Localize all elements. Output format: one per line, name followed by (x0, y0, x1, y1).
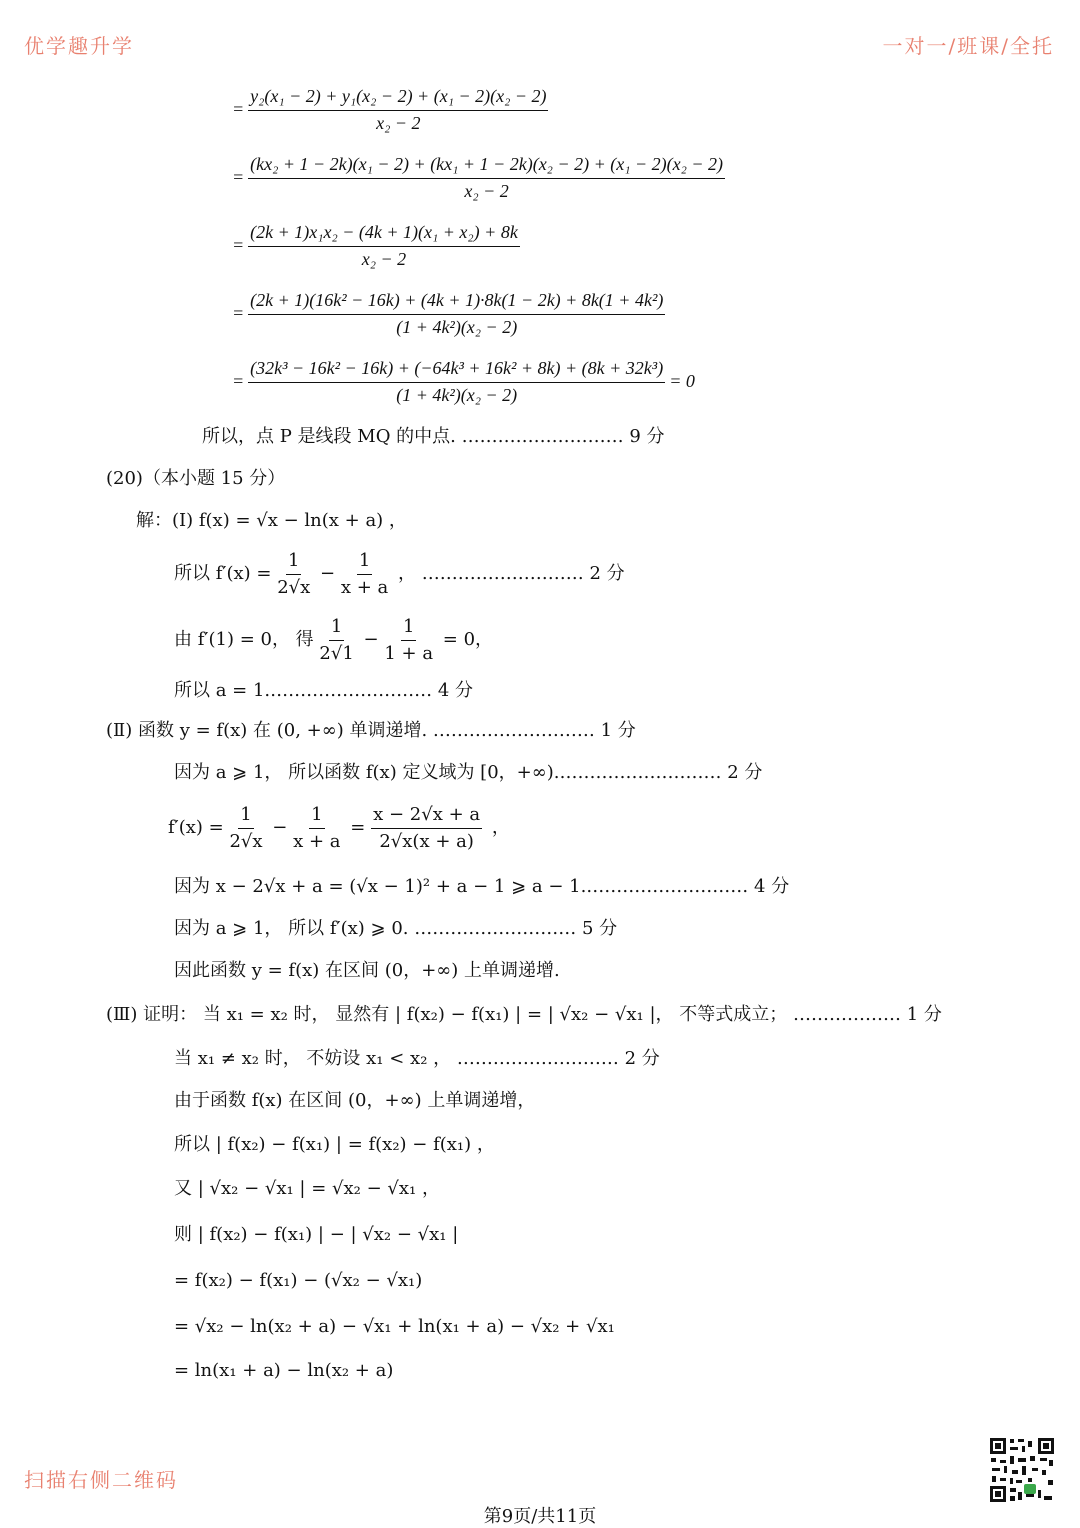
part-2-domain: 因为 a ⩾ 1， 所以函数 f(x) 定义域为 [0，+∞).……………………… 2 分 (174, 762, 763, 783)
part-2-statement: (Ⅱ) 函数 y = f(x) 在 (0, +∞) 单调递增. ……………………… 1 分 (106, 720, 636, 741)
fraction-numerator: (kx₂ + 1 − 2k)(x₁ − 2) + (kx₁ + 1 − 2k)(x₂ − 2) + (x₁ − 2)(x₂ − 2) (248, 154, 725, 179)
fraction-denominator: (1 + 4k²)(x₂ − 2) (396, 316, 518, 337)
fraction-denominator: x₂ − 2 (376, 112, 421, 133)
qr-code-icon[interactable] (988, 1436, 1056, 1504)
part-3-step-1: = f(x₂) − f(x₁) − (√x₂ − √x₁) (174, 1270, 423, 1291)
fraction-denominator: (1 + 4k²)(x₂ − 2) (396, 384, 518, 405)
part-3-abs-root: 又 | √x₂ − √x₁ | = √x₂ − √x₁ ， (174, 1178, 440, 1199)
part-1-function: 解：(Ⅰ) f(x) = √x − ln(x + a) ， (136, 510, 407, 531)
derivation-step-4: = $\frac{\text{(2k + 1)(16k² − 16k) + (4k + 1)·8k(1 − 2k) + 8k(1 + 4k²)}}{\text{(1 + 4k²)(x₂ − 2)}}$ (232, 290, 664, 337)
part-1-result: 所以 a = 1.……………………… 4 分 (174, 680, 474, 701)
part-3-step-2: = √x₂ − ln(x₂ + a) − √x₁ + ln(x₁ + a) − √x₂ + √x₁ (174, 1316, 615, 1337)
part-3-equal-case: (Ⅲ) 证明： 当 x₁ = x₂ 时， 显然有 | f(x₂) − f(x₁) | = | √x₂ − √x₁ |， 不等式成立； ……………… 1 分 (106, 1004, 942, 1025)
part-3-unequal-case: 当 x₁ ≠ x₂ 时， 不妨设 x₁ < x₂ ， ……………………… 2 分 (174, 1048, 660, 1069)
conclusion-midpoint: 所以，点 P 是线段 MQ 的中点. ……………………… 9 分 (202, 426, 665, 447)
part-2-numerator-bound: 因为 x − 2√x + a = (√x − 1)² + a − 1 ⩾ a − 1.……………………… 4 分 (174, 876, 790, 897)
part-3-difference: 则 | f(x₂) − f(x₁) | − | √x₂ − √x₁ | (174, 1224, 459, 1245)
derivation-step-2: = (kx₂ + 1 − 2k)(x₁ − 2) + (kx₁ + 1 − 2k)(x₂ − 2) + (x₁ − 2)(x₂ − 2) x₂ − 2 (232, 154, 723, 201)
part-2-derivative-sign: 因为 a ⩾ 1， 所以 f′(x) ⩾ 0. ……………………… 5 分 (174, 918, 618, 939)
fraction-numerator: y₂(x₁ − 2) + y₁(x₂ − 2) + (x₁ − 2)(x₂ − 2) (248, 86, 548, 111)
part-3-abs-f: 所以 | f(x₂) − f(x₁) | = f(x₂) − f(x₁) ， (174, 1134, 495, 1155)
part-1-solve-a: 由 f′(1) = 0， 得 $\frac{1}{2√1}$ − $\frac{1}{1 + a}$ = 0， (174, 616, 494, 664)
part-2-derivative: f′(x) = $\frac{1}{2√x}$ − $\frac{1}{x + a}$ = $\frac{x - 2√x + a}{2√x(x + a)}$ ， (168, 804, 510, 852)
watermark-top-right: 一对一/班课/全托 (882, 34, 1054, 58)
page-number: 第9页/共11页 (483, 1506, 597, 1527)
fraction-denominator: x₂ − 2 (361, 248, 407, 269)
derivation-step-1: = $\frac{\text{y₂(x₁ − 2) + y₁(x₂ − 2) + (x₁ − 2)(x₂ − 2)}}{\text{x₂ − 2}}$ (232, 86, 547, 133)
problem-20-heading: (20)（本小题 15 分） (106, 468, 286, 489)
fraction-numerator: (32k³ − 16k² − 16k) + (−64k³ + 16k² + 8k) + (8k + 32k³) (248, 358, 665, 383)
fraction-numerator: (2k + 1)x₁x₂ − (4k + 1)(x₁ + x₂) + 8k (248, 222, 520, 247)
part-1-derivative: 所以 f′(x) = $\frac{1}{2√x}$ − $\frac{1}{x + a}$ ， ……………………… 2 分 (174, 550, 625, 598)
fraction-numerator: (2k + 1)(16k² − 16k) + (4k + 1)·8k(1 − 2k) + 8k(1 + 4k²) (248, 290, 665, 315)
watermark-top-left: 优学趣升学 (24, 34, 134, 58)
part-3-monotonic: 由于函数 f(x) 在区间 (0，+∞) 上单调递增， (174, 1090, 536, 1111)
fraction-result: = 0 (669, 371, 695, 392)
part-3-step-3: = ln(x₁ + a) − ln(x₂ + a) (174, 1360, 394, 1381)
derivation-step-3: = $\frac{\text{(2k + 1)x₁x₂ − (4k + 1)(x₁ + x₂) + 8k}}{\text{x₂ − 2}}$ (232, 222, 518, 269)
fraction-denominator: x₂ − 2 (464, 180, 509, 201)
part-2-conclusion: 因此函数 y = f(x) 在区间 (0，+∞) 上单调递增. (174, 960, 560, 981)
watermark-bottom-left: 扫描右侧二维码 (24, 1468, 178, 1492)
derivation-step-5: = $\frac{\text{(32k³ − 16k² − 16k) + (−64k³ + 16k² + 8k) + (8k + 32k³)}}{\text{(1 + 4k²)(x₂ − 2)}}$ = 0 (232, 358, 695, 405)
